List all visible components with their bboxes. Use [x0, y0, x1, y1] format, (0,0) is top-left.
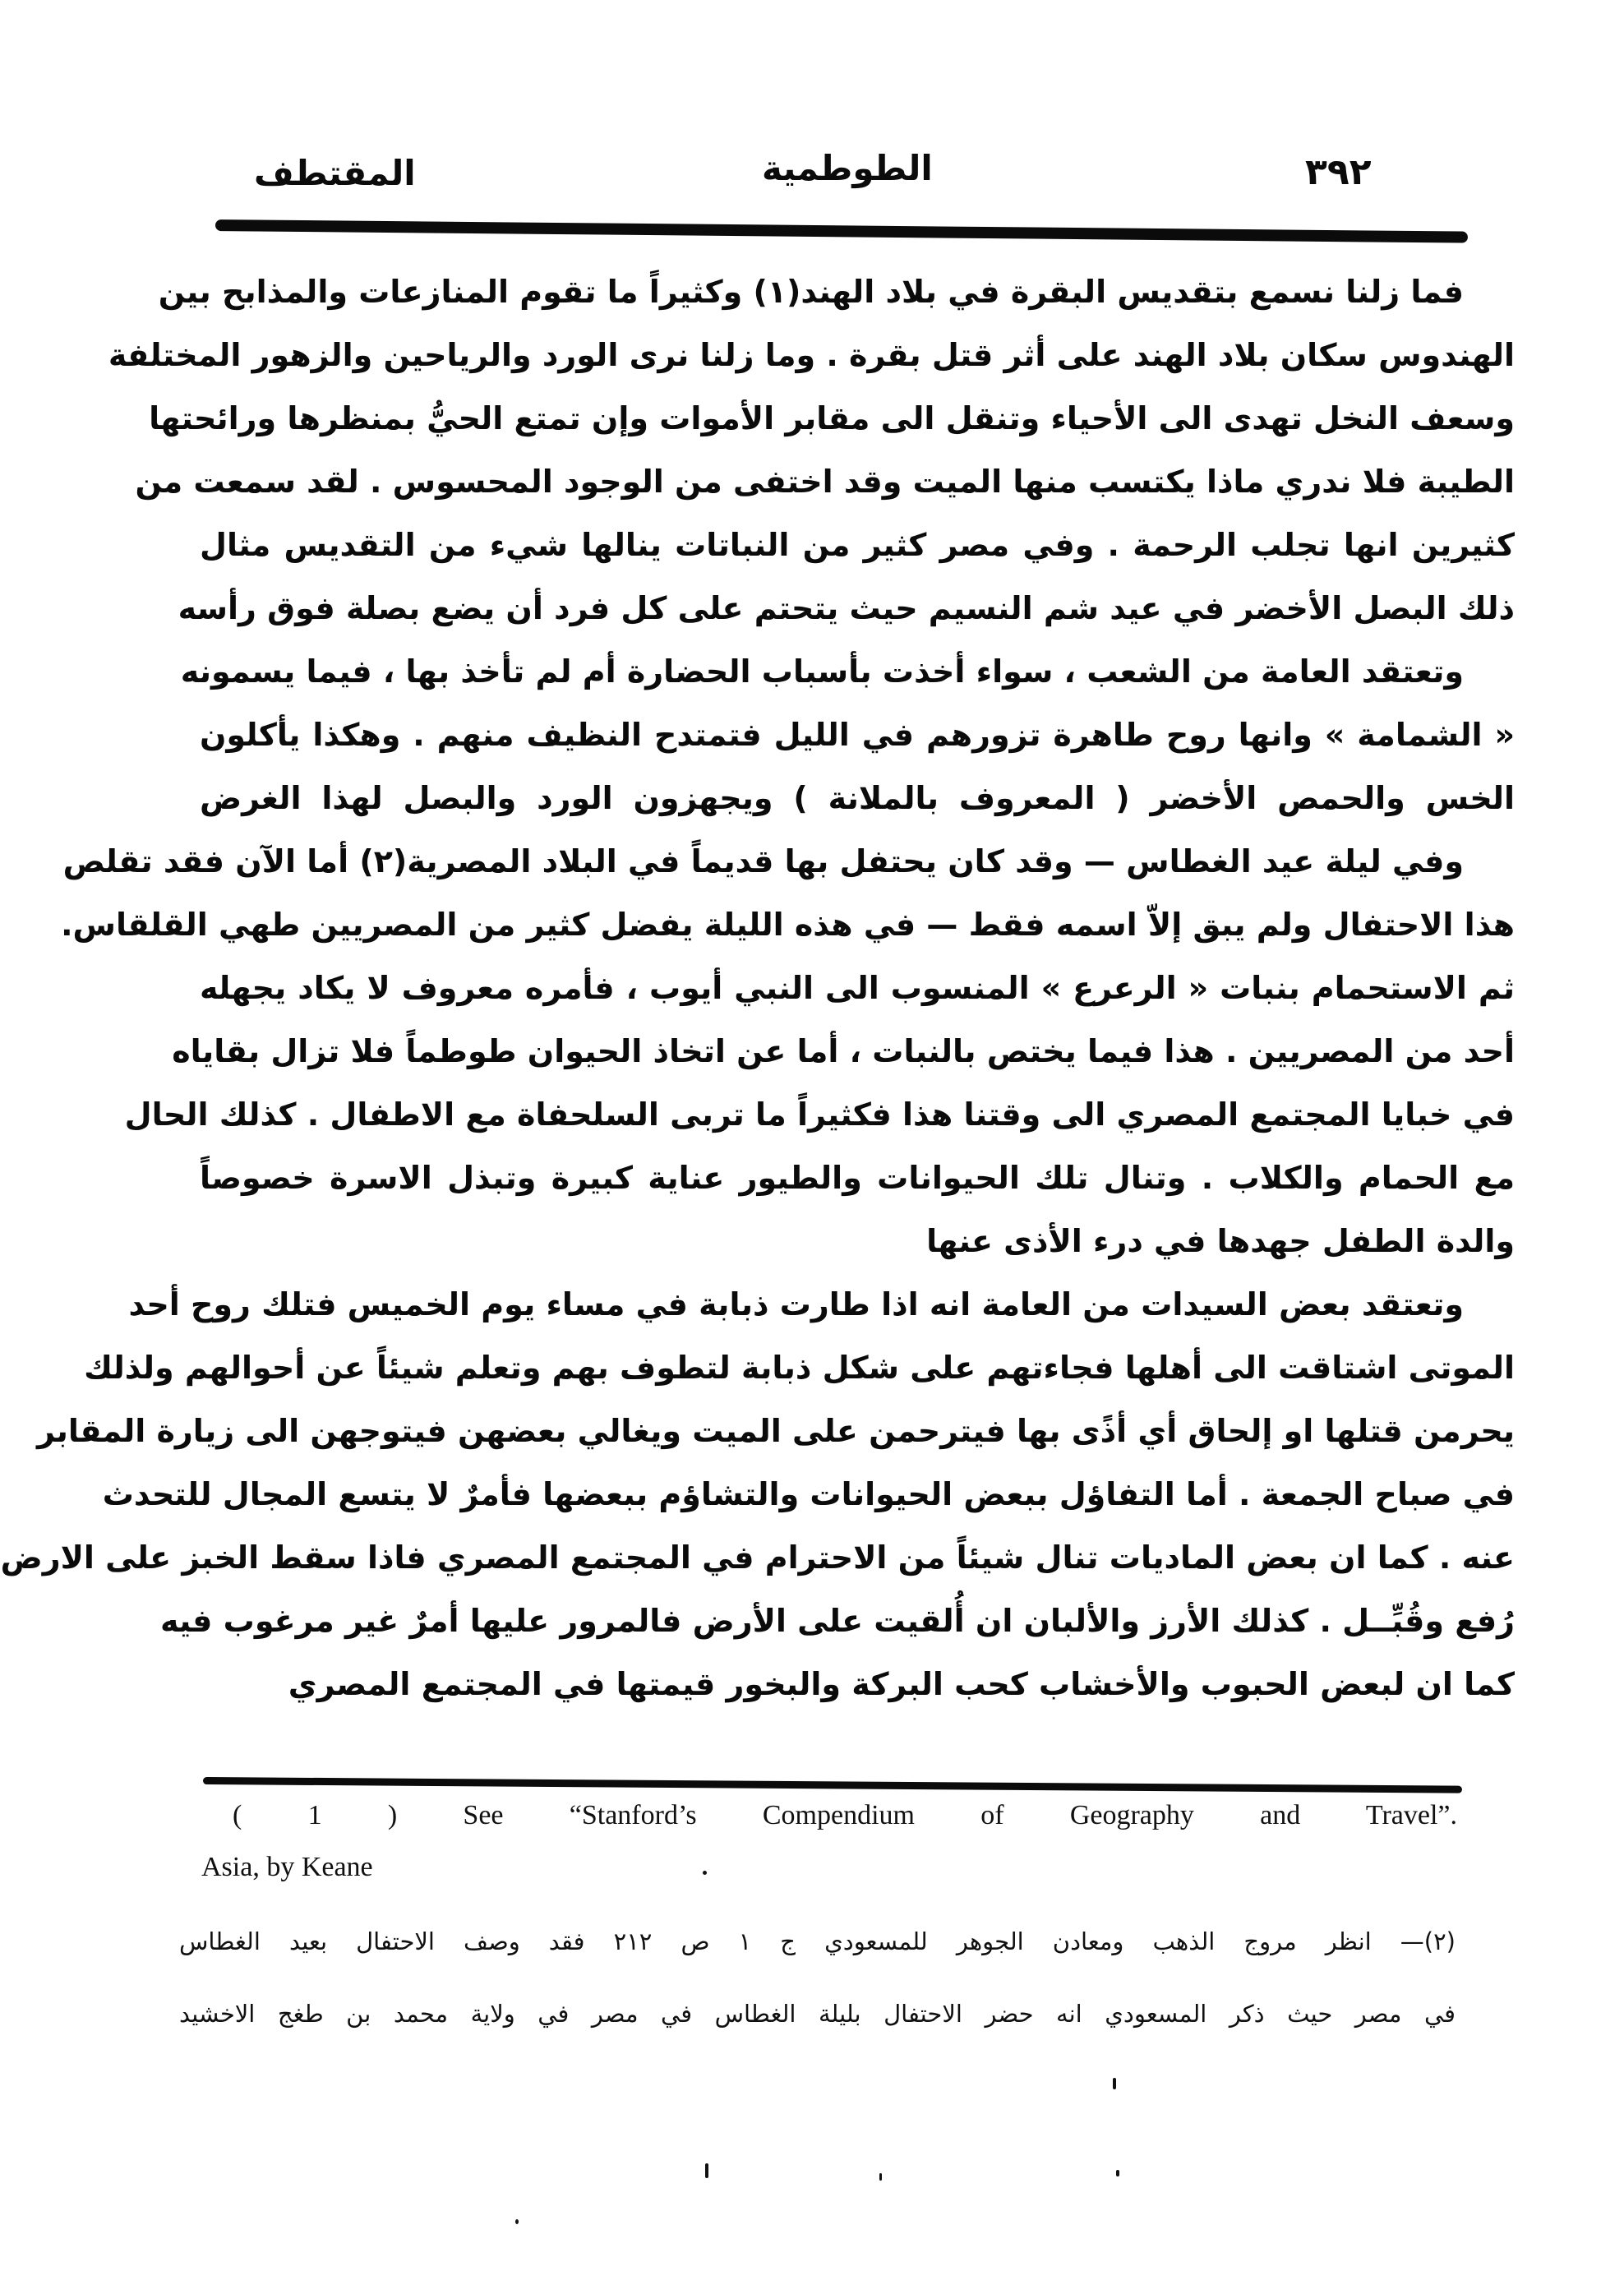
body-line: يحرمن قتلها او إلحاق أي أذًى بها فيترحمن على الميت ويغالي بعضهن فيتوجهن الى زيارة المقابر: [36, 1413, 1515, 1449]
body-line: الموتى اشتاقت الى أهلها فجاءتهم على شكل ذبابة لتطوف بهم وتعلم شيئاً عن أحوالهم ولذلك: [84, 1350, 1515, 1386]
body-line: الخس والحمص الأخضر ( المعروف بالملانة ) ويجهزون الورد والبصل لهذا الغرض: [200, 780, 1515, 816]
body-line: وتعتقد العامة من الشعب ، سواء أخذت بأسباب الحضارة أم لم تأخذ بها ، فيما يسمونه: [180, 653, 1464, 690]
body-line: في صباح الجمعة . أما التفاؤل ببعض الحيوانات والتشاؤم ببعضها فأمرٌ لا يتسع المجال للتحدث: [102, 1476, 1515, 1512]
scan-speck: [705, 2163, 708, 2178]
body-line: عنه . كما ان بعض الماديات تنال شيئاً من الاحترام في المجتمع المصري فاذا سقط الخبز على الارض: [0, 1539, 1515, 1576]
body-line: وتعتقد بعض السيدات من العامة انه اذا طارت ذبابة في مساء يوم الخميس فتلك روح أحد: [128, 1286, 1464, 1322]
article-body: [0, 261, 1515, 1716]
body-line: فما زلنا نسمع بتقديس البقرة في بلاد الهند(١) وكثيراً ما تقوم المنازعات والمذابح بين: [158, 274, 1464, 310]
journal-name: المقتطف: [254, 153, 416, 193]
scan-speck: [879, 2173, 882, 2181]
body-line: « الشمامة » وانها روح طاهرة تزورهم في الليل فتمتدح النظيف منهم . وهكذا يأكلون: [200, 717, 1515, 753]
body-line: وسعف النخل تهدى الى الأحياء وتنقل الى مقابر الأموات وإن تمتع الحيُّ بمنظرها ورائحتها: [149, 400, 1515, 436]
body-line: وفي ليلة عيد الغطاس — وقد كان يحتفل بها قديماً في البلاد المصرية(٢) أما الآن فقد تقلص: [62, 843, 1464, 879]
page-number: ٣٩٢: [1305, 151, 1372, 193]
body-line: هذا الاحتفال ولم يبق إلاّ اسمه فقط — في هذه الليلة يفضل كثير من المصريين طهي القلقاس.: [61, 907, 1515, 943]
body-line: أحد من المصريين . هذا فيما يختص بالنبات ، أما عن اتخاذ الحيوان طوطماً فلا تزال بقاياه: [172, 1033, 1515, 1069]
body-line: الطيبة فلا ندري ماذا يكتسب منها الميت وقد اختفى من الوجود المحسوس . لقد سمعت من: [135, 464, 1515, 500]
body-line: مع الحمام والكلاب . وتنال تلك الحيوانات والطيور عناية كبيرة وتبذل الاسرة خصوصاً: [200, 1160, 1515, 1196]
scan-speck: [1116, 2170, 1119, 2176]
scan-speck: [1113, 2078, 1116, 2089]
body-line: رُفع وقُبِّــل . كذلك الأرز والألبان ان أُلقيت على الأرض فالمرور عليها أمرٌ غير مرغوب فيه: [159, 1603, 1515, 1639]
footnote-arabic-line1: (٢)— انظر مروج الذهب ومعادن الجوهر للمسعودي ج ١ ص ٢١٢ فقد وصف الاحتفال بعيد الغطاس: [179, 1927, 1456, 1955]
page-title: الطوطمية: [762, 148, 933, 188]
body-line: ثم الاستحمام بنبات « الرعرع » المنسوب الى النبي أيوب ، فأمره معروف لا يكاد يجهله: [200, 970, 1515, 1006]
footnote-arabic: [179, 1905, 1456, 2050]
footnote-english-line1: ( 1 ) See “Stanford’s Compendium of Geography and Travel”.: [233, 1800, 1457, 1830]
body-line: كما ان لبعض الحبوب والأخشاب كحب البركة والبخور قيمتها في المجتمع المصري: [288, 1666, 1515, 1702]
header-divider-rule: [215, 219, 1468, 243]
body-line: الهندوس سكان بلاد الهند على أثر قتل بقرة . وما زلنا نرى الورد والرياحين والزهور المختلفة: [108, 337, 1515, 373]
body-line: والدة الطفل جهدها في درء الأذى عنها: [926, 1223, 1515, 1259]
scan-speck: [515, 2219, 519, 2224]
body-line: في خبايا المجتمع المصري الى وقتنا هذا فكثيراً ما تربى السلحفاة مع الاطفال . كذلك الحال: [124, 1096, 1515, 1133]
body-line: ذلك البصل الأخضر في عيد شم النسيم حيث يتحتم على كل فرد أن يضع بصلة فوق رأسه: [178, 590, 1515, 626]
scan-speck: [703, 1871, 707, 1875]
footnote-arabic-line2: في مصر حيث ذكر المسعودي انه حضر الاحتفال بليلة الغطاس في مصر في ولاية محمد بن طغج الاخشيد: [179, 2000, 1456, 2028]
footnote-english-line2: Asia, by Keane: [201, 1852, 373, 1882]
body-line: كثيرين انها تجلب الرحمة . وفي مصر كثير من النباتات ينالها شيء من التقديس مثال: [200, 527, 1515, 563]
footnote-divider-rule: [203, 1777, 1462, 1793]
